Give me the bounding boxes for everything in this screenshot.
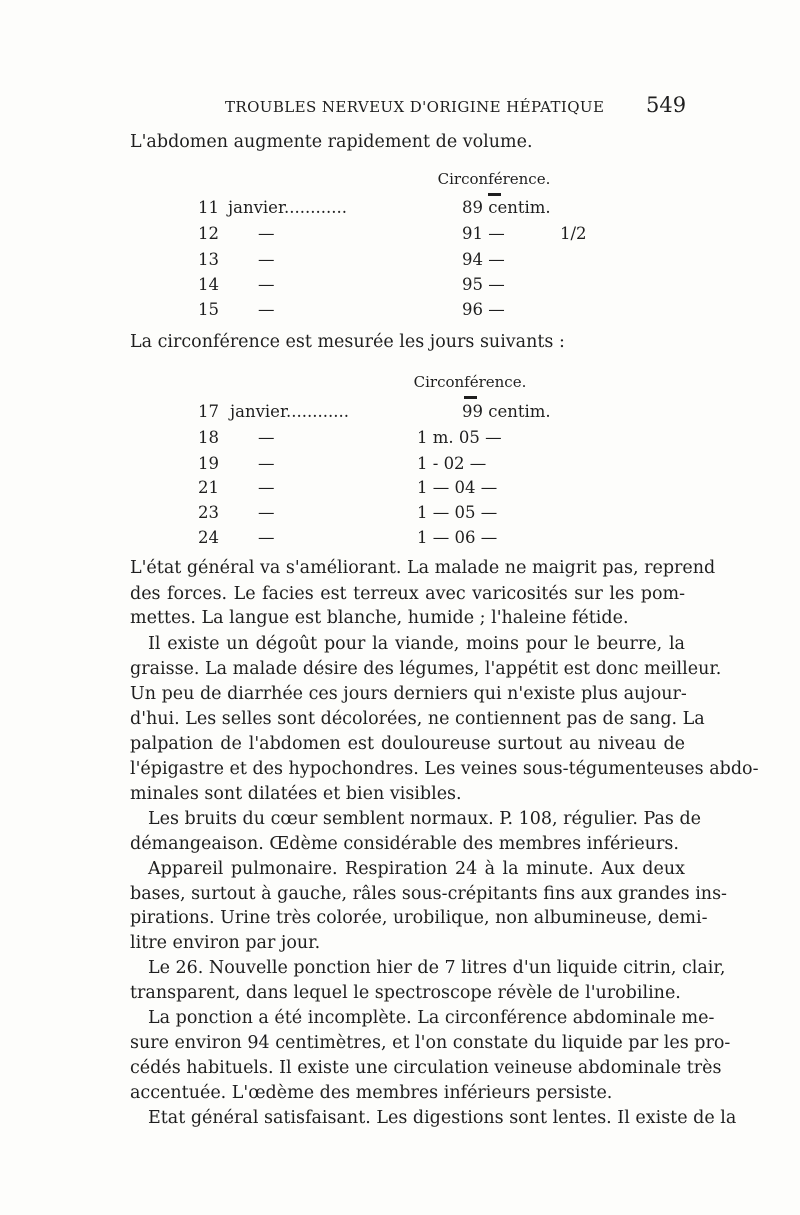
row-value: 1 — 04 — bbox=[417, 478, 498, 497]
row-month: — bbox=[258, 275, 275, 294]
text-line: litre environ par jour. bbox=[130, 933, 321, 953]
text-line: accentuée. L'œdème des membres inférieurs persiste. bbox=[130, 1083, 613, 1103]
text-line: Un peu de diarrhée ces jours derniers qui n'existe plus aujour- bbox=[130, 684, 687, 704]
table-row bbox=[0, 198, 800, 224]
row-extra: 1/2 bbox=[560, 224, 587, 243]
table-row bbox=[0, 402, 800, 428]
text-line: des forces. Le facies est terreux avec varicosités sur les pom- bbox=[130, 584, 685, 604]
row-day: 24 bbox=[198, 528, 219, 547]
row-day: 15 bbox=[198, 300, 219, 319]
text-line: sure environ 94 centimètres, et l'on constate du liquide par les pro- bbox=[130, 1033, 731, 1053]
text-line: transparent, dans lequel le spectroscope révèle de l'urobiline. bbox=[130, 983, 681, 1003]
text-line: démangeaison. Œdème considérable des membres inférieurs. bbox=[130, 834, 679, 854]
table-row bbox=[0, 428, 800, 454]
row-day: 14 bbox=[198, 275, 219, 294]
text-line: Etat général satisfaisant. Les digestions sont lentes. Il existe de la bbox=[148, 1108, 737, 1128]
text-line: palpation de l'abdomen est douloureuse surtout au niveau de bbox=[130, 734, 685, 754]
text-line: La ponction a été incomplète. La circonférence abdominale me- bbox=[148, 1008, 715, 1028]
table-row bbox=[0, 250, 800, 276]
table-row bbox=[0, 478, 800, 504]
row-value: 1 — 06 — bbox=[417, 528, 498, 547]
table1-header bbox=[424, 170, 564, 196]
row-month: — bbox=[258, 300, 275, 319]
text-line: mettes. La langue est blanche, humide ; l'haleine fétide. bbox=[130, 608, 629, 628]
table2-header bbox=[400, 373, 540, 399]
row-month: — bbox=[258, 428, 275, 447]
row-day: 18 bbox=[198, 428, 219, 447]
row-day: 23 bbox=[198, 503, 219, 522]
text-line: Appareil pulmonaire. Respiration 24 à la minute. Aux deux bbox=[148, 859, 685, 879]
text-line: cédés habituels. Il existe une circulation veineuse abdominale très bbox=[130, 1058, 722, 1078]
row-day: 17 bbox=[198, 402, 219, 421]
table-row bbox=[0, 300, 800, 326]
row-value: 1 m. 05 — bbox=[417, 428, 502, 447]
row-day: 11 bbox=[198, 198, 219, 217]
row-value: 91 — bbox=[462, 224, 505, 243]
text-line: Le 26. Nouvelle ponction hier de 7 litres d'un liquide citrin, clair, bbox=[148, 958, 726, 978]
row-month: — bbox=[258, 478, 275, 497]
middle-paragraph: La circonférence est mesurée les jours suivants : bbox=[130, 332, 565, 352]
running-header: TROUBLES NERVEUX D'ORIGINE HÉPATIQUE bbox=[225, 98, 605, 116]
row-month: — bbox=[258, 528, 275, 547]
table1-header-rule bbox=[488, 193, 501, 196]
text-line: pirations. Urine très colorée, urobilique, non albumineuse, demi- bbox=[130, 908, 708, 928]
row-month: — bbox=[258, 250, 275, 269]
row-value: 89 centim. bbox=[462, 198, 551, 217]
page-number: 549 bbox=[646, 93, 687, 117]
table-row bbox=[0, 454, 800, 480]
row-month: janvier............ bbox=[228, 198, 347, 217]
row-month: — bbox=[258, 503, 275, 522]
table2-header-rule bbox=[464, 396, 477, 399]
text-line: bases, surtout à gauche, râles sous-crépitants fins aux grandes ins- bbox=[130, 884, 727, 904]
table1-header-text: Circonférence. bbox=[437, 170, 551, 188]
row-month: — bbox=[258, 224, 275, 243]
text-line: L'état général va s'améliorant. La malade ne maigrit pas, reprend bbox=[130, 558, 716, 578]
text-line: Il existe un dégoût pour la viande, moins pour le beurre, la bbox=[148, 634, 685, 654]
row-month: janvier............ bbox=[230, 402, 349, 421]
table-row bbox=[0, 275, 800, 301]
row-value: 94 — bbox=[462, 250, 505, 269]
row-day: 13 bbox=[198, 250, 219, 269]
intro-paragraph: L'abdomen augmente rapidement de volume. bbox=[130, 132, 533, 152]
row-value: 1 - 02 — bbox=[417, 454, 487, 473]
row-value: 96 — bbox=[462, 300, 505, 319]
row-day: 19 bbox=[198, 454, 219, 473]
row-day: 21 bbox=[198, 478, 219, 497]
row-value: 99 centim. bbox=[462, 402, 551, 421]
text-line: graisse. La malade désire des légumes, l'appétit est donc meilleur. bbox=[130, 659, 722, 679]
text-line: d'hui. Les selles sont décolorées, ne contiennent pas de sang. La bbox=[130, 709, 705, 729]
table-row bbox=[0, 503, 800, 529]
row-value: 95 — bbox=[462, 275, 505, 294]
table-row bbox=[0, 528, 800, 554]
row-month: — bbox=[258, 454, 275, 473]
text-line: minales sont dilatées et bien visibles. bbox=[130, 784, 462, 804]
row-day: 12 bbox=[198, 224, 219, 243]
text-line: l'épigastre et des hypochondres. Les veines sous-tégumenteuses abdo- bbox=[130, 759, 759, 779]
table2-header-text: Circonférence. bbox=[413, 373, 527, 391]
row-value: 1 — 05 — bbox=[417, 503, 498, 522]
text-line: Les bruits du cœur semblent normaux. P. 108, régulier. Pas de bbox=[148, 809, 702, 829]
table-row bbox=[0, 224, 800, 250]
